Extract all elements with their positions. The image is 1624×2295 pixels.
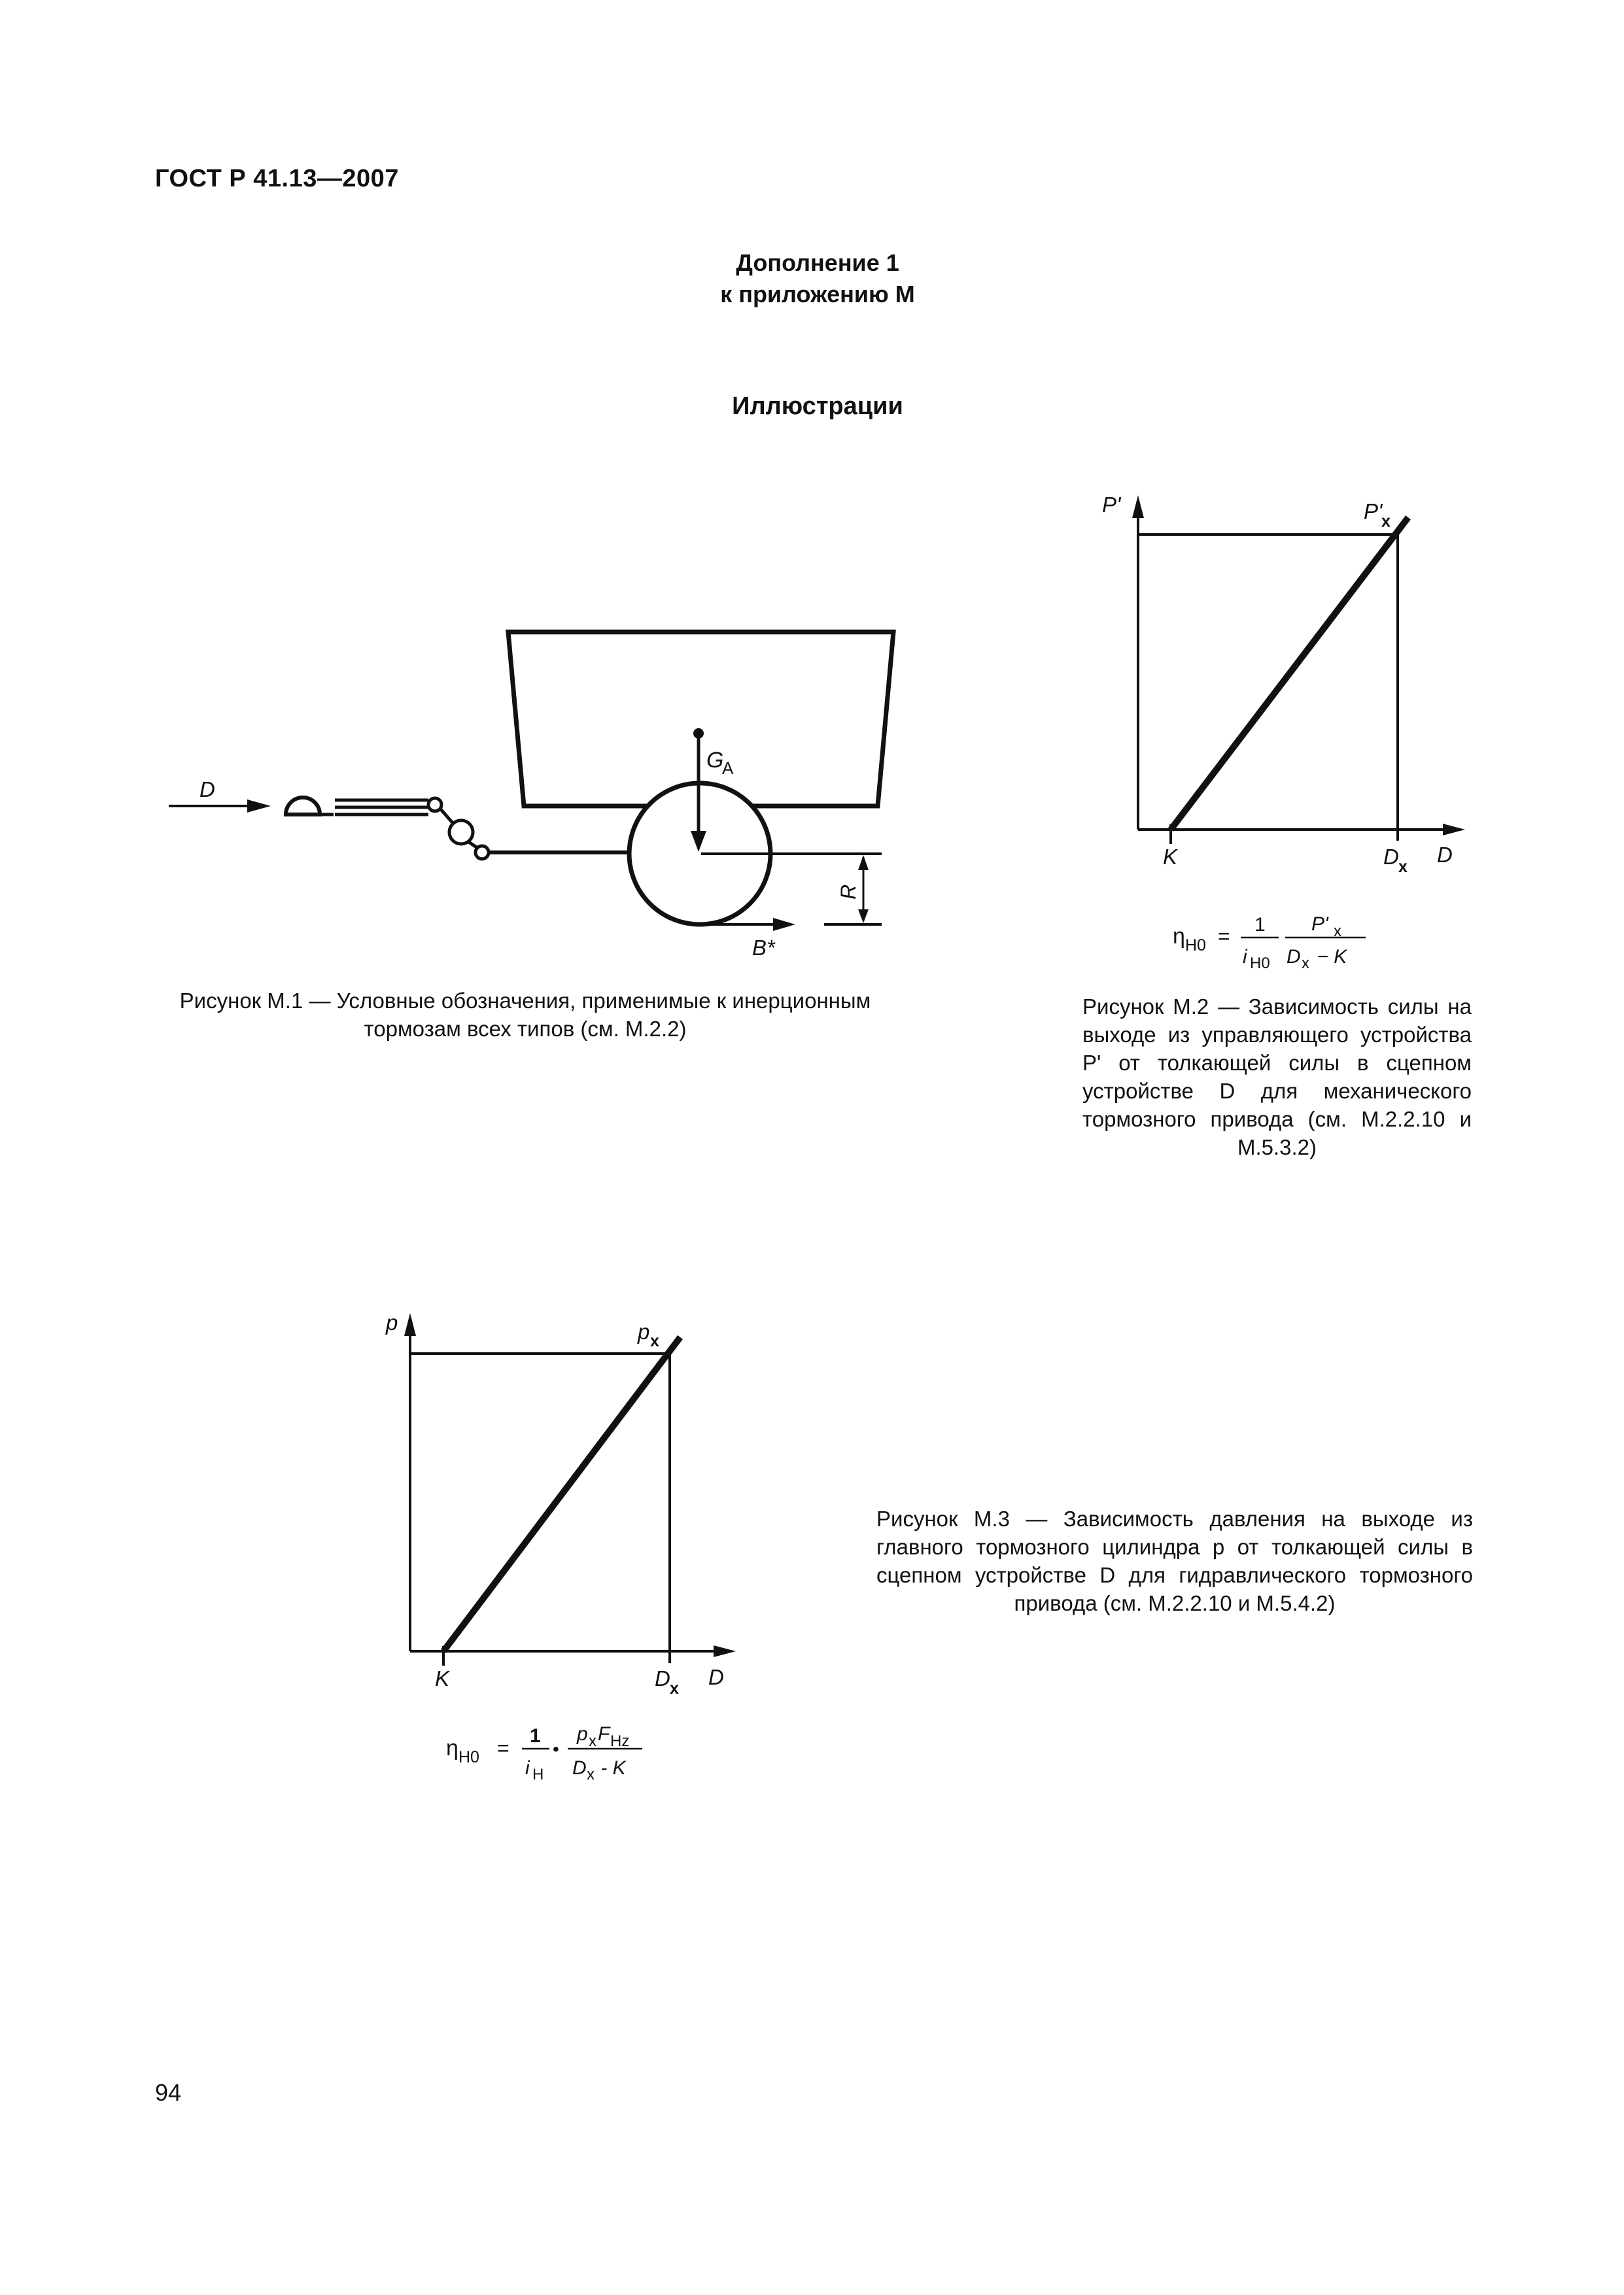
x-axis-label: D (1437, 843, 1453, 867)
formula-equals: = (497, 1736, 510, 1760)
x-axis-arrowhead (714, 1645, 736, 1657)
formula-numerator-2-p-sub: x (589, 1732, 596, 1750)
linkage-rod-1 (440, 809, 454, 824)
trailer-body (508, 632, 893, 806)
figure-2-caption: Рисунок М.2 — Зависимость силы на выходе из управляющего устройства P' от толкающей силы в сцепном устройстве D для механического тормозного привода (см. М.2.2.10 и М.5.3.2) (1082, 994, 1472, 1159)
formula-dot: • (553, 1739, 559, 1759)
label-D: D (199, 777, 215, 801)
page-number: 94 (155, 2079, 182, 2106)
linkage-rod-2 (468, 841, 477, 848)
label-G-sub: A (722, 758, 734, 778)
figure-1-diagram (169, 632, 893, 960)
formula-denominator-2-rest: − K (1311, 946, 1347, 968)
figure-2-chart (1102, 493, 1465, 876)
coupling-head (286, 797, 320, 815)
y-axis-label: p (386, 1310, 398, 1335)
px-label-sub: x (650, 1332, 659, 1350)
radius-arrowhead-top (858, 855, 869, 870)
linkage-lever-pivot (449, 820, 473, 844)
y-axis-label: P' (1102, 493, 1121, 517)
figure-3-formula (446, 1723, 642, 1783)
linkage-joint-2 (475, 846, 489, 859)
formula-equals: = (1218, 924, 1230, 948)
formula-denominator-2-rest: - K (595, 1757, 626, 1779)
formula-denominator-1: i (525, 1757, 530, 1779)
dx-label-sub: x (670, 1679, 679, 1698)
formula-denominator-2: D (572, 1757, 587, 1779)
figure-2-formula (1173, 913, 1366, 972)
figure-1-caption: Рисунок М.1 — Условные обозначения, применимые к инерционным тормозам всех типов (см. М.2.2) (179, 989, 871, 1041)
label-B: B* (752, 936, 775, 960)
characteristic-line (1171, 517, 1408, 830)
formula-eta: η (1173, 924, 1185, 949)
px-label: p (638, 1320, 650, 1344)
formula-eta: η (446, 1736, 458, 1761)
formula-numerator-1: 1 (530, 1725, 541, 1747)
formula-denominator-1-sub: H (532, 1766, 544, 1783)
x-axis-label: D (708, 1665, 724, 1689)
formula-eta-sub: H0 (458, 1748, 479, 1766)
formula-eta-sub: H0 (1185, 936, 1206, 955)
label-R: R (837, 884, 860, 900)
figure-3-caption: Рисунок М.3 — Зависимость давления на выходе из главного тормозного цилиндра p от толкающей силы в сцепном устройстве D для гидравлического тормозного привода (см. М.2.2.10 и М.5.4.2) (876, 1507, 1473, 1615)
formula-numerator-2-F: F (598, 1723, 610, 1745)
dx-label: D (655, 1666, 670, 1691)
x-axis-arrowhead (1443, 824, 1465, 835)
input-force-arrowhead (247, 799, 271, 813)
y-axis-arrowhead (1132, 495, 1144, 518)
characteristic-line (443, 1337, 680, 1651)
radius-arrowhead-bottom (858, 909, 869, 923)
formula-denominator-2-sub: x (587, 1766, 595, 1783)
formula-denominator-1: i (1243, 946, 1247, 968)
formula-numerator-2: P' (1311, 913, 1328, 935)
px-label: P' (1364, 499, 1383, 523)
k-label: K (435, 1666, 450, 1691)
formula-numerator-1: 1 (1254, 914, 1266, 936)
figure-3-chart (385, 1310, 736, 1698)
y-axis-arrowhead (404, 1313, 416, 1336)
px-label-sub: x (1381, 512, 1391, 531)
formula-denominator-2: D (1287, 946, 1301, 968)
supplement-line-1: Дополнение 1 (736, 249, 899, 276)
formula-numerator-2-F-sub: Hz (610, 1732, 630, 1750)
braking-force-arrowhead (773, 918, 795, 931)
formula-numerator-2-sub: x (1334, 922, 1341, 940)
formula-numerator-2-p: p (577, 1723, 588, 1745)
dx-label: D (1383, 845, 1399, 869)
section-title: Иллюстрации (732, 393, 903, 420)
dx-label-sub: x (1398, 858, 1408, 876)
label-G: G (706, 748, 724, 773)
formula-denominator-2-sub: x (1302, 955, 1309, 972)
supplement-line-2: к приложению М (720, 281, 915, 307)
k-label: K (1163, 845, 1178, 869)
formula-denominator-1-sub: H0 (1250, 955, 1270, 972)
document-code: ГОСТ Р 41.13—2007 (155, 165, 399, 192)
